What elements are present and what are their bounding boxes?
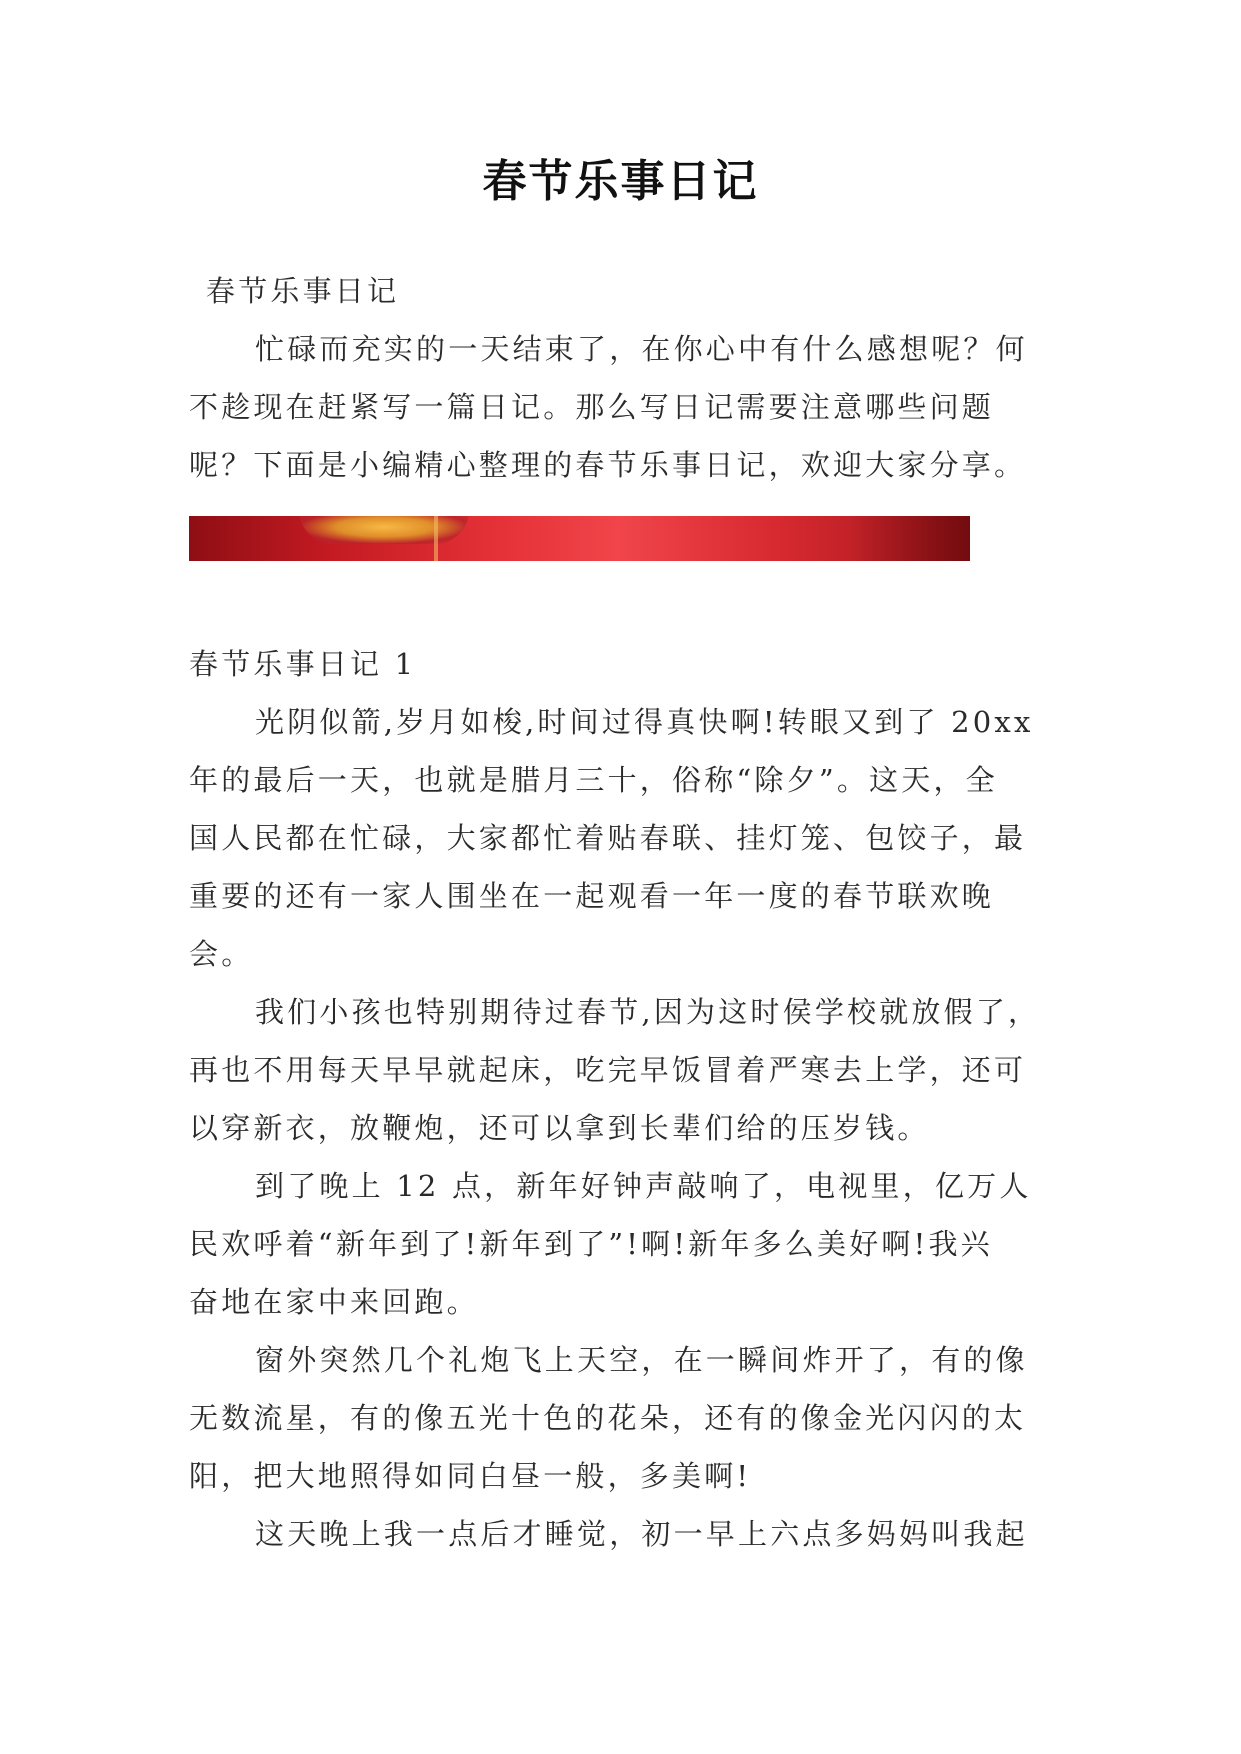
paragraph-line: 民欢呼着“新年到了!新年到了”!啊!新年多么美好啊!我兴 — [189, 1227, 993, 1261]
section-heading: 春节乐事日记 1 — [189, 647, 417, 681]
banner-shadow — [850, 516, 970, 561]
paragraph-line: 奋地在家中来回跑。 — [189, 1285, 479, 1319]
lantern-string-icon — [434, 516, 438, 561]
paragraph-line: 无数流星，有的像五光十色的花朵，还有的像金光闪闪的太 — [189, 1401, 1027, 1435]
paragraph-line: 以穿新衣，放鞭炮，还可以拿到长辈们给的压岁钱。 — [189, 1111, 930, 1145]
paragraph-line: 光阴似箭,岁月如梭,时间过得真快啊!转眼又到了 20xx — [255, 705, 1034, 739]
paragraph-line: 这天晚上我一点后才睡觉，初一早上六点多妈妈叫我起 — [255, 1517, 1028, 1551]
lantern-ornament-icon — [299, 516, 469, 544]
intro-line: 不趁现在赶紧写一篇日记。那么写日记需要注意哪些问题 — [189, 390, 995, 424]
intro-heading: 春节乐事日记 — [206, 274, 400, 308]
paragraph-line: 我们小孩也特别期待过春节,因为这时侯学校就放假了， — [255, 995, 1041, 1029]
paragraph-line: 重要的还有一家人围坐在一起观看一年一度的春节联欢晚 — [189, 879, 995, 913]
paragraph-line: 年的最后一天，也就是腊月三十，俗称“除夕”。这天，全 — [189, 763, 998, 797]
red-lantern-banner-image — [189, 516, 970, 561]
paragraph-line: 国人民都在忙碌，大家都忙着贴春联、挂灯笼、包饺子，最 — [189, 821, 1027, 855]
intro-line: 忙碌而充实的一天结束了，在你心中有什么感想呢？何 — [255, 332, 1028, 366]
paragraph-line: 到了晚上 12 点，新年好钟声敲响了，电视里，亿万人 — [255, 1169, 1032, 1203]
paragraph-line: 再也不用每天早早就起床，吃完早饭冒着严寒去上学，还可 — [189, 1053, 1027, 1087]
paragraph-line: 阳，把大地照得如同白昼一般，多美啊! — [189, 1459, 752, 1493]
document-title: 春节乐事日记 — [482, 156, 759, 207]
paragraph-line: 会。 — [189, 937, 254, 971]
paragraph-line: 窗外突然几个礼炮飞上天空，在一瞬间炸开了，有的像 — [255, 1343, 1028, 1377]
intro-line: 呢？下面是小编精心整理的春节乐事日记，欢迎大家分享。 — [189, 448, 1027, 482]
intro-block — [189, 262, 1069, 494]
section-1 — [189, 635, 1069, 1563]
